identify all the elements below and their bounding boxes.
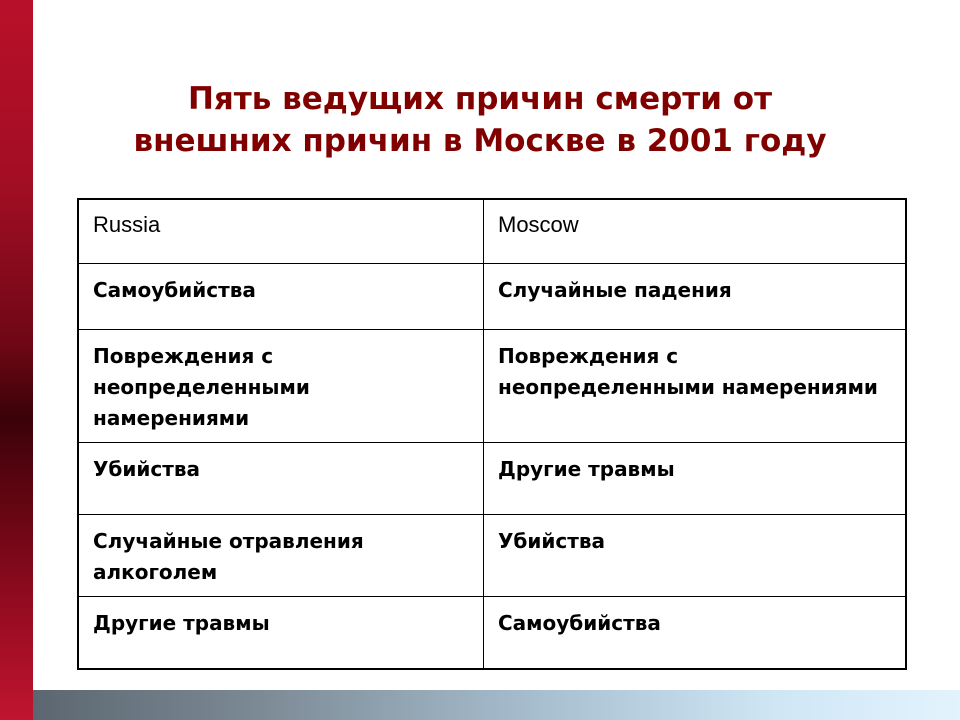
table-row — [78, 597, 906, 670]
table-cell-russia: Другие травмы — [78, 597, 484, 670]
slide-title-line-1: Пять ведущих причин смерти от — [187, 81, 773, 117]
table-row — [78, 443, 906, 515]
table-cell-moscow: Убийства — [484, 515, 907, 597]
table-cell-russia: Самоубийства — [78, 264, 484, 330]
table-cell-moscow: Повреждения с неопределенными намерениями — [484, 330, 907, 443]
bottom-accent-bar — [33, 690, 960, 720]
table-cell-russia: Случайные отравления алкоголем — [78, 515, 484, 597]
side-accent-bar — [0, 0, 33, 720]
table-cell-russia: Повреждения с неопределенными намерениями — [78, 330, 484, 443]
table-row — [78, 264, 906, 330]
table-cell-moscow: Другие травмы — [484, 443, 907, 515]
table-cell-moscow: Самоубийства — [484, 597, 907, 670]
slide-title-line-2: внешних причин в Москве в 2001 году — [133, 123, 827, 159]
table-cell-russia: Убийства — [78, 443, 484, 515]
table-row — [78, 515, 906, 597]
causes-table — [77, 198, 907, 670]
slide-title — [60, 78, 900, 162]
column-header-moscow: Moscow — [484, 199, 907, 264]
table-cell-moscow: Случайные падения — [484, 264, 907, 330]
column-header-russia: Russia — [78, 199, 484, 264]
table-row — [78, 330, 906, 443]
table-header-row — [78, 199, 906, 264]
